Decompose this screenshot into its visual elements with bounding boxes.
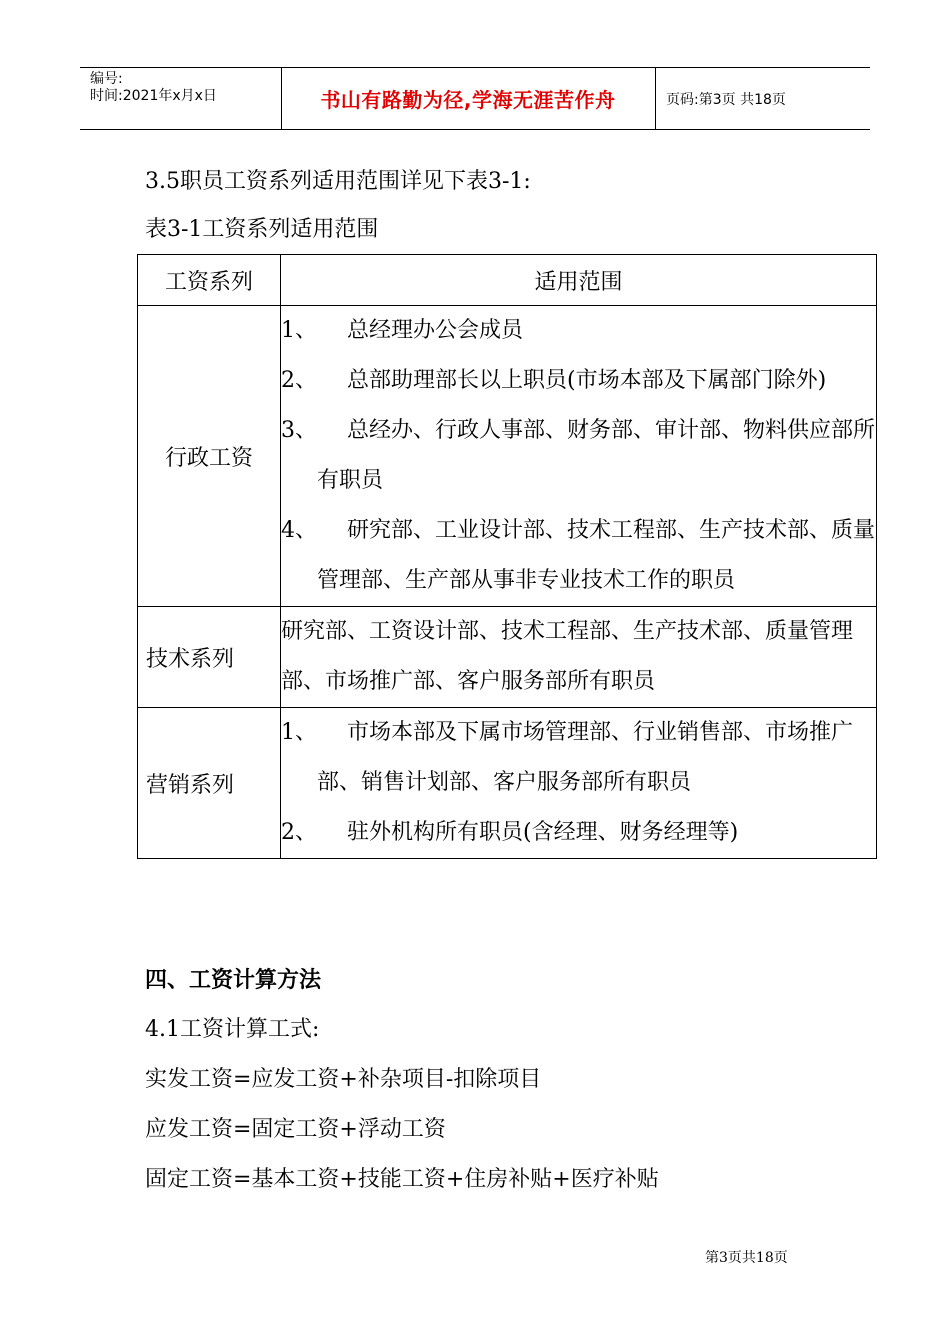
list-item: 2、 驻外机构所有职员(含经理、财务经理等) [281,820,739,845]
list-item: 4、 研究部、工业设计部、技术工程部、生产技术部、质量管理部、生产部从事非专业技术工作的职员 [281,518,876,593]
table-header-row [138,255,877,306]
header-scope: 适用范围 [281,255,877,306]
number-label: 编号: [90,71,123,87]
list-item: 1、 市场本部及下属市场管理部、行业销售部、市场推广部、销售计划部、客户服务部所有职员 [281,720,854,795]
header-meta [80,68,280,129]
intro-text: 3.5职员工资系列适用范围详见下表3-1: [145,169,531,194]
time-label: 时间:2021年x月x日 [90,88,217,104]
row-category: 技术系列 [138,607,281,708]
row-category: 行政工资 [138,306,281,607]
row-scope [281,306,877,607]
table-row [138,607,877,708]
formula-line: 实发工资=应发工资+补杂项目-扣除项目 [145,1067,542,1092]
list-item: 3、 总经办、行政人事部、财务部、审计部、物料供应部所有职员 [281,418,876,493]
row-scope [281,708,877,859]
header-page-info: 页码:第3页 共18页 [666,91,786,108]
header-motto: 书山有路勤为径,学海无涯苦作舟 [320,88,616,112]
list-item: 2、 总部助理部长以上职员(市场本部及下属部门除外) [281,368,827,393]
table-row [138,306,877,607]
salary-series-table [137,254,877,859]
table-row [138,708,877,859]
formula-line: 固定工资=基本工资+技能工资+住房补贴+医疗补贴 [145,1167,659,1192]
list-item: 1、 总经理办公会成员 [281,318,524,343]
formula-title: 4.1工资计算工式: [145,1017,320,1042]
table-caption: 表3-1工资系列适用范围 [145,217,379,242]
row-category: 营销系列 [138,708,281,859]
section-title: 四、工资计算方法 [145,968,322,993]
header-divider [655,68,656,129]
page-footer: 第3页共18页 [705,1250,788,1266]
formula-line: 应发工资=固定工资+浮动工资 [145,1117,446,1142]
page-header [80,67,870,130]
header-series: 工资系列 [138,255,281,306]
row-scope: 研究部、工资设计部、技术工程部、生产技术部、质量管理部、市场推广部、客户服务部所有职员 [281,607,877,708]
